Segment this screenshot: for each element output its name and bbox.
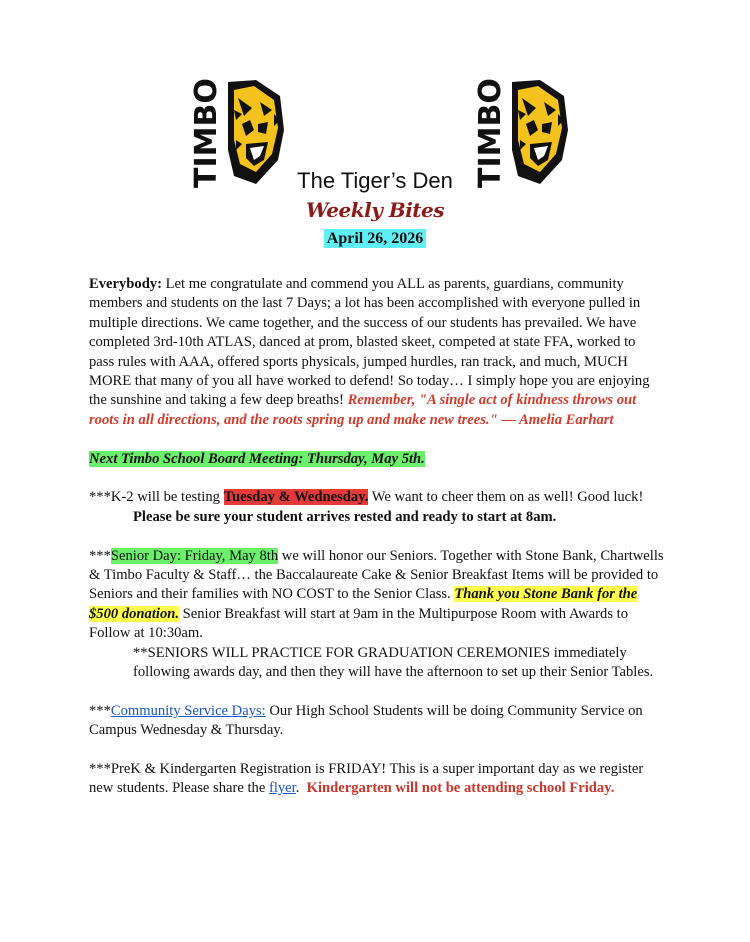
community-text: Our High School Students will be doing Community Service on Campus Wednesday & Thursday. (89, 702, 643, 739)
newsletter-body (89, 275, 664, 818)
intro-quote: Remember, "A single act of kindness throws out roots in all directions, and the roots spring up and make new trees." — Amelia Earhart (89, 392, 637, 428)
senior-note: **SENIORS WILL PRACTICE FOR GRADUATION CEREMONIES immediately following awards day, and then they will have the afternoon to set up their Senior Tables. (133, 644, 654, 681)
logo-word: TIMBO (473, 78, 508, 188)
senior-thanks: Thank you Stone Bank for the $500 donation. (89, 586, 638, 622)
community-prefix: *** (89, 702, 111, 719)
board-meeting-notice: Next Timbo School Board Meeting: Thursday, May 5th. (89, 450, 425, 467)
senior-text: we will honor our Seniors. Together with Stone Bank, Chartwells & Timbo Faculty & Staff… the Baccalaureate Cake & Senior Breakfast Items will be provided to Seniors and their families with NO COST to the Senior Class. (89, 547, 664, 603)
logo-word: TIMBO (189, 78, 224, 188)
prek-dot: . (295, 780, 307, 797)
k2-highlight: Tuesday & Wednesday. (223, 489, 369, 506)
k2-prefix: ***K-2 will be testing (89, 489, 224, 506)
senior-day-highlight: Senior Day: Friday, May 8th (110, 547, 279, 564)
intro-label: Everybody: (89, 276, 162, 292)
k2-note: Please be sure your student arrives rested and ready to start at 8am. (133, 508, 557, 525)
board-meeting-paragraph (89, 450, 664, 469)
community-service-paragraph (89, 702, 664, 741)
k2-suffix: We want to cheer them on as well! Good luck! (368, 489, 644, 506)
intro-paragraph (89, 275, 664, 430)
senior-day-paragraph (89, 547, 664, 683)
flyer-link[interactable]: flyer (268, 780, 296, 797)
kindergarten-warning: Kindergarten will not be attending school Friday. (306, 780, 615, 797)
k2-paragraph (89, 488, 664, 527)
prek-paragraph (89, 760, 664, 799)
senior-prefix: *** (89, 547, 111, 564)
newsletter-subtitle: Weekly Bites (305, 198, 445, 222)
newsletter-date: April 26, 2026 (324, 229, 426, 248)
date-line (0, 230, 750, 248)
newsletter-title: The Tiger’s Den (297, 168, 453, 193)
senior-text-2: Senior Breakfast will start at 9am in the Multipurpose Room with Awards to Follow at 10:30am. (89, 605, 628, 642)
community-service-link[interactable]: Community Service Days: (110, 702, 266, 719)
prek-text: ***PreK & Kindergarten Registration is FRIDAY! This is a super important day as we register new students. Please share the (89, 761, 644, 797)
intro-text: Let me congratulate and commend you ALL as parents, guardians, community members and students on the last 7 Days; a lot has been accomplished with everyone pulled in multiple directions. We came together, and the success of our students has prevailed. We have completed 3rd-10th ATLAS, danced at prom, blasted skeet, competed at state FFA, worked to pass rules with AAA, offered sports physicals, jumped hurdles, ran track, and much, MUCH MORE that many of you all have worked to defend! So today… I simply hope you are enjoying the sunshine and taking a few deep breaths! (89, 276, 650, 409)
